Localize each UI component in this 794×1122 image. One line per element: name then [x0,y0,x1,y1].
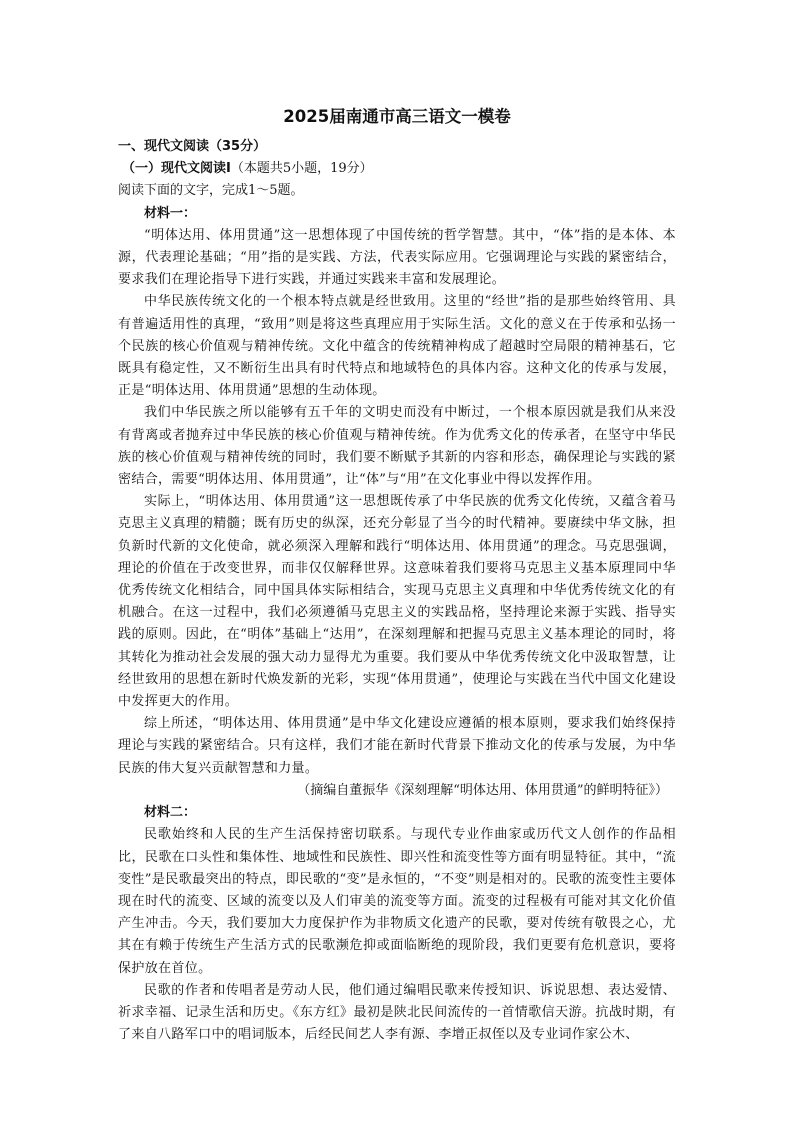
material1-paragraph: “明体达用、体用贯通”这一思想体现了中国传统的哲学智慧。其中，“体”指的是本体、本源，代表理论基础；“用”指的是实践、方法，代表实际应用。它强调理论与实践的紧密结合，要求我们在理论指导下进行实践，并通过实践来丰富和发展理论。 [118,227,676,288]
material2-paragraph: 民歌的作者和传唱者是劳动人民，他们通过编唱民歌来传授知识、诉说思想、表达爱情、祈求幸福、记录生活和历史。《东方红》最初是陕北民间流传的一首情歌信天游。抗战时期，有了来自八路军口中的唱词版本，后经民间艺人李有源、李增正叔侄以及专业词作家公木、 [118,982,676,1043]
material2-label: 材料二： [144,805,197,821]
instruction: 阅读下面的文字，完成1～5题。 [118,183,304,199]
page-title: 2025届南通市高三语文一模卷 [283,107,511,126]
sub-heading [118,158,676,180]
sub-heading-note: （本题共5小题，19分） [230,161,373,177]
material1-paragraph: 中华民族传统文化的一个根本特点就是经世致用。这里的“经世”指的是那些始终管用、具有普遍适用性的真理，“致用”则是将这些真理应用于实际生活。文化的意义在于传承和弘扬一个民族的核心价值观与精神传统。文化中蕴含的传统精神构成了超越时空局限的精神基石，它既具有稳定性，又不断衍生出具有时代特点和地域特色的具体内容。这种文化的传承与发展，正是“明体达用、体用贯通”思想的生动体现。 [118,294,676,399]
material1-paragraph: 实际上，“明体达用、体用贯通”这一思想既传承了中华民族的优秀文化传统，又蕴含着马克思主义真理的精髓；既有历史的纵深，还充分彰显了当今的时代精神。要赓续中华文脉，担负新时代新的文化使命，就必须深入理解和践行“明体达用、体用贯通”的理念。马克思强调，理论的价值在于改变世界，而非仅仅解释世界。这意味着我们要将马克思主义基本原理同中华优秀传统文化相结合，同中国具体实际相结合，实现马克思主义真理和中华优秀传统文化的有机融合。在这一过程中，我们必须遵循马克思主义的实践品格，坚持理论来源于实践、指导实践的原则。因此，在“明体”基础上“达用”，在深刻理解和把握马克思主义基本理论的同时，将其转化为推动社会发展的强大动力显得尤为重要。我们要从中华优秀传统文化中汲取智慧，让经世致用的思想在新时代焕发新的光彩，实现“体用贯通”，使理论与实践在当代中国文化建设中发挥更大的作用。 [118,494,676,710]
material1-source: （摘编自董振华《深刻理解“明体达用、体用贯通”的鲜明特征》） [297,782,668,798]
material1-label: 材料一： [144,205,197,221]
material1-paragraph: 综上所述，“明体达用、体用贯通”是中华文化建设应遵循的根本原则，要求我们始终保持理论与实践的紧密结合。只有这样，我们才能在新时代背景下推动文化的传承与发展，为中华民族的伟大复兴贡献智慧和力量。 [118,716,676,776]
material2-paragraph: 民歌始终和人民的生产生活保持密切联系。与现代专业作曲家或历代文人创作的作品相比，民歌在口头性和集体性、地域性和民族性、即兴性和流变性等方面有明显特征。其中，“流变性”是民歌最突出的特点，即民歌的“变”是永恒的，“不变”则是相对的。民歌的流变性主要体现在时代的流变、区域的流变以及人们审美的流变等方面。流变的过程极有可能对其文化价值产生冲击。今天，我们要加大力度保护作为非物质文化遗产的民歌，要对传统有敬畏之心，尤其在有赖于传统生产生活方式的民歌濒危抑或面临断绝的现阶段，我们更要有危机意识，要将保护放在首位。 [118,827,676,976]
section-heading: 一、现代文阅读（35分） [118,139,267,154]
material1-paragraph: 我们中华民族之所以能够有五千年的文明史而没有中断过，一个根本原因就是我们从来没有背离或者抛弃过中华民族的核心价值观与精神传统。作为优秀文化的传承者，在坚守中华民族的核心价值观与精神传统的同时，我们要不断赋予其新的内容和形态，确保理论与实践的紧密结合，需要“明体达用、体用贯通”，让“体”与“用”在文化事业中得以发挥作用。 [118,405,676,488]
sub-heading-text: （一）现代文阅读Ⅰ [122,161,231,177]
